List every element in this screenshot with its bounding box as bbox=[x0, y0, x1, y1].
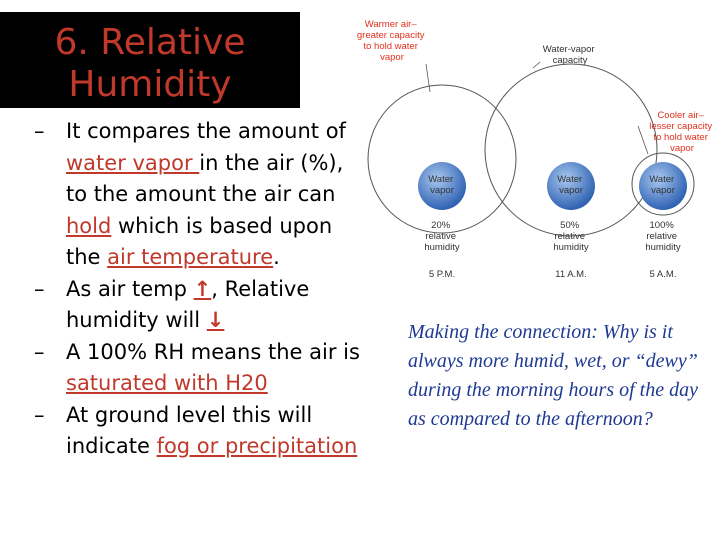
bullet-3 bbox=[34, 337, 394, 400]
capacity-circle-medium bbox=[485, 64, 657, 236]
bullet-1-text: the bbox=[66, 245, 108, 269]
bullet-1-text: in the air (%), bbox=[199, 150, 344, 175]
bullet-dash: – bbox=[34, 276, 45, 301]
title-line-2: Humidity bbox=[68, 64, 232, 105]
pointer-line bbox=[638, 126, 648, 154]
term-water-vapor: water vapor bbox=[66, 150, 200, 175]
capacity-circle-large bbox=[368, 85, 516, 233]
term-fog: fog or precipitation bbox=[156, 434, 358, 458]
bullet-3-text: A 100% RH means the air is bbox=[66, 339, 360, 364]
arrow-down-icon: ↓ bbox=[206, 308, 225, 332]
term-hold: hold bbox=[66, 213, 112, 238]
cool-air-label: Cooler air– lesser capacity to hold water vapor bbox=[649, 110, 713, 154]
bullet-1-text: which is based upon bbox=[111, 213, 333, 238]
title-box bbox=[0, 12, 300, 108]
term-saturated: saturated with H20 bbox=[66, 371, 268, 395]
title-line-1: 6. Relative bbox=[54, 22, 246, 63]
bullet-4-text: At ground level this will bbox=[66, 402, 313, 427]
bullet-dash: – bbox=[34, 339, 45, 364]
blob-label: Water vapor bbox=[557, 174, 583, 196]
humidity-diagram bbox=[330, 14, 720, 284]
bullet-2-text: humidity will bbox=[66, 308, 207, 332]
bullet-dash: – bbox=[34, 402, 45, 427]
bullet-1-text: . bbox=[273, 245, 280, 269]
blob-label: Water vapor bbox=[428, 174, 454, 196]
rh-label: 50% relative humidity bbox=[553, 220, 589, 253]
pointer-line bbox=[426, 64, 430, 92]
capacity-label: Water-vapor capacity bbox=[542, 44, 595, 66]
bullet-1-text: It compares the amount of bbox=[66, 119, 346, 143]
time-label: 5 P.M. bbox=[428, 269, 456, 280]
connection-question: Making the connection: Why is it always more humid, wet, or “dewy” during the morning hours of the day as compared to the afternoon? bbox=[408, 321, 698, 430]
rh-label: 20% relative humidity bbox=[424, 220, 460, 253]
bullet-1-text: to the amount the air can bbox=[66, 182, 336, 206]
bullet-dash: – bbox=[34, 119, 45, 143]
bullet-4-text: indicate bbox=[66, 434, 157, 458]
pointer-line bbox=[533, 62, 540, 68]
page-title bbox=[30, 22, 270, 106]
time-label: 5 A.M. bbox=[649, 269, 677, 280]
blob-label: Water vapor bbox=[649, 174, 675, 196]
rh-label: 100% relative humidity bbox=[645, 220, 681, 253]
arrow-up-icon: ↑ bbox=[193, 276, 212, 301]
bullet-2-text: , Relative bbox=[211, 276, 310, 301]
time-label: 11 A.M. bbox=[555, 269, 587, 280]
term-air-temperature: air temperature bbox=[107, 245, 274, 269]
bullet-2-text: As air temp bbox=[66, 276, 194, 301]
warm-air-label: Warmer air– greater capacity to hold water vapor bbox=[356, 19, 425, 63]
bullet-4 bbox=[34, 400, 394, 463]
